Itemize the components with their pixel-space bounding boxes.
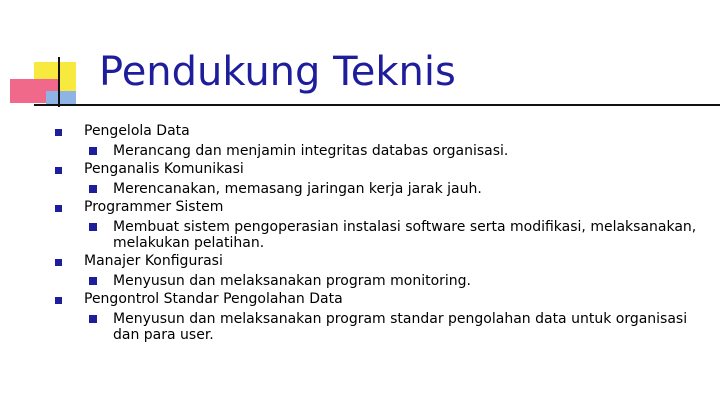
list-item-label: Penganalis Komunikasi xyxy=(84,161,244,177)
sub-item-pengontrol-standar xyxy=(113,309,698,344)
sub-item-text: Menyusun dan melaksanakan program standar pengolahan data untuk organisasi dan para user. xyxy=(113,311,688,343)
square-bullet-icon xyxy=(89,147,97,155)
sub-item-text: Merencanakan, memasang jaringan kerja jarak jauh. xyxy=(113,181,482,197)
sub-item-text: Merancang dan menjamin integritas databas organisasi. xyxy=(113,143,509,159)
sub-item-pengelola-data xyxy=(113,141,720,160)
list-item-penganalis-komunikasi xyxy=(84,160,720,179)
sub-item-programmer-sistem xyxy=(113,217,698,252)
slide-title: Pendukung Teknis xyxy=(99,49,456,95)
square-bullet-icon xyxy=(89,315,97,323)
list-item-label: Pengontrol Standar Pengolahan Data xyxy=(84,291,343,307)
list-item-label: Pengelola Data xyxy=(84,123,190,139)
list-item-manajer-konfigurasi xyxy=(84,252,720,271)
sub-item-text: Membuat sistem pengoperasian instalasi software serta modifikasi, melaksanakan, melakukan pelatihan. xyxy=(113,219,697,251)
sub-item-manajer-konfigurasi xyxy=(113,271,720,290)
square-bullet-icon xyxy=(55,167,62,174)
bullet-list xyxy=(0,122,720,344)
list-item-label: Programmer Sistem xyxy=(84,199,224,215)
sub-item-penganalis-komunikasi xyxy=(113,179,720,198)
sub-item-text: Menyusun dan melaksanakan program monitoring. xyxy=(113,273,472,289)
square-bullet-icon xyxy=(89,185,97,193)
square-bullet-icon xyxy=(55,205,62,212)
square-bullet-icon xyxy=(55,297,62,304)
square-bullet-icon xyxy=(55,129,62,136)
decor-blue-rectangle xyxy=(46,91,76,105)
decor-vertical-line xyxy=(58,57,60,107)
list-item-programmer-sistem xyxy=(84,198,720,217)
list-item-pengontrol-standar xyxy=(84,290,720,309)
list-item-pengelola-data xyxy=(84,122,720,141)
title-underline xyxy=(34,104,720,106)
square-bullet-icon xyxy=(55,259,62,266)
list-item-label: Manajer Konfigurasi xyxy=(84,253,223,269)
square-bullet-icon xyxy=(89,223,97,231)
square-bullet-icon xyxy=(89,277,97,285)
